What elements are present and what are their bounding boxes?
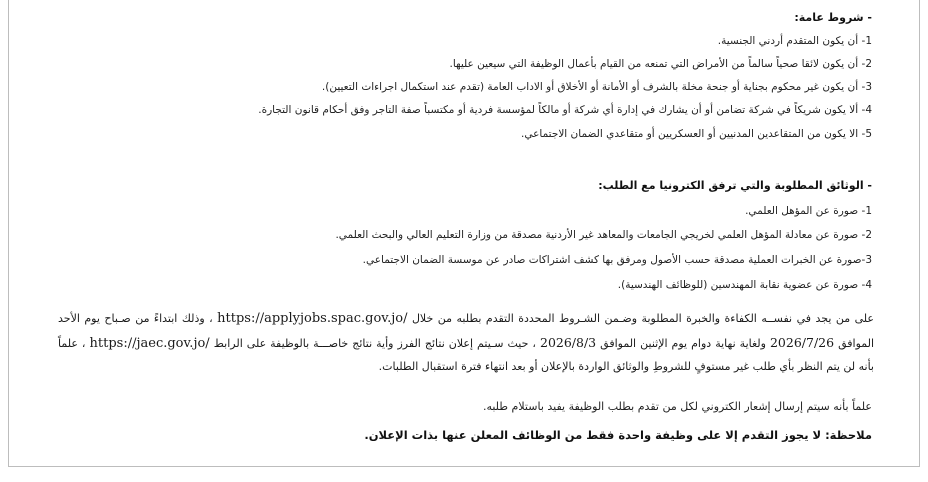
document-item: 2- صورة عن معادلة المؤهل العلمي لخريجي الجامعات والمعاهد غير الأردنية مصدقة من وزارة التعليم العالي والبحث العلمي. bbox=[335, 229, 872, 241]
application-text-5: ، علماً بأنه لن يتم النظر بأي طلب غير مستوفٍ للشروطِ والوثائق الواردة بالإعلان أو بعد انتهاء فترة استقبال الطلبات. bbox=[58, 336, 874, 373]
application-text-4: ، حيث سـيتم إعلان نتائج الفرز وأية نتائج خاصـــة بالوظيفة على الرابط bbox=[213, 336, 536, 350]
apply-link[interactable]: https://applyjobs.spac.gov.jo/ bbox=[217, 311, 408, 326]
condition-item: 1- أن يكون المتقدم أردني الجنسية. bbox=[717, 35, 872, 47]
condition-item: 3- أن يكون غير محكوم بجناية أو جنحة مخلة بالشرف أو الأمانة أو الأخلاق أو الاداب العامة (تقدم عند استكمال اجراءات التعيين). bbox=[321, 81, 872, 93]
frame-left-border bbox=[8, 0, 9, 466]
document-item: 3-صورة عن الخبرات العملية مصدقة حسب الأصول ومرفق بها كشف اشتراكات صادر عن موسسة الضمان الاجتماعي. bbox=[362, 254, 872, 266]
start-date: 2026/7/26 bbox=[769, 334, 835, 350]
application-text-1: على من يجد في نفســه الكفاءة والخبرة المطلوبة وضـمن الشـروط المحددة التقدم بطلبه من خلال bbox=[411, 312, 874, 325]
frame-bottom-border bbox=[8, 466, 920, 467]
results-link[interactable]: https://jaec.gov.jo/ bbox=[89, 335, 210, 351]
documents-heading: - الوثائق المطلوبة والتي ترفق الكترونيا مع الطلب: bbox=[598, 179, 872, 192]
note-line: ملاحظة: لا يجوز التقدم إلا على وظيفة واحدة فقط من الوظائف المعلن عنها بذات الإعلان. bbox=[364, 428, 872, 442]
condition-item: 4- ألا يكون شريكاً في شركة تضامن أو أن يشارك في إدارة أي شركة أو مالكاً لمؤسسة فردية أو مكتسباً صفة التاجر وفق أحكام قانون التجارة. bbox=[258, 104, 872, 116]
application-paragraph bbox=[58, 307, 874, 379]
condition-item: 5- الا يكون من المتقاعدين المدنيين أو العسكريين أو متقاعدي الضمان الاجتماعي. bbox=[521, 128, 872, 140]
end-date: 2026/8/3 bbox=[540, 334, 597, 350]
condition-item: 2- أن يكون لائقا صحياً سالماً من الأمراض التي تمنعه من القيام بأعمال الوظيفة التي سيعين عليها. bbox=[449, 58, 872, 70]
application-text-3: ولغاية نهاية دوام يوم الإثنين الموافق bbox=[600, 336, 766, 350]
document-item: 4- صورة عن عضوية نقابة المهندسين (للوظائف الهندسية). bbox=[617, 279, 872, 291]
frame-right-border bbox=[919, 0, 920, 466]
general-conditions-heading: - شروط عامة: bbox=[794, 11, 872, 24]
document-item: 1- صورة عن المؤهل العلمي. bbox=[745, 205, 872, 217]
notification-paragraph: علماً بأنه سيتم إرسال إشعار الكتروني لكل من تقدم بطلب الوظيفة يفيد باستلام طلبه. bbox=[482, 400, 872, 413]
application-text-2: ، وذلك ابتداءً من صـباح يوم الأحد الموافق bbox=[58, 312, 875, 350]
